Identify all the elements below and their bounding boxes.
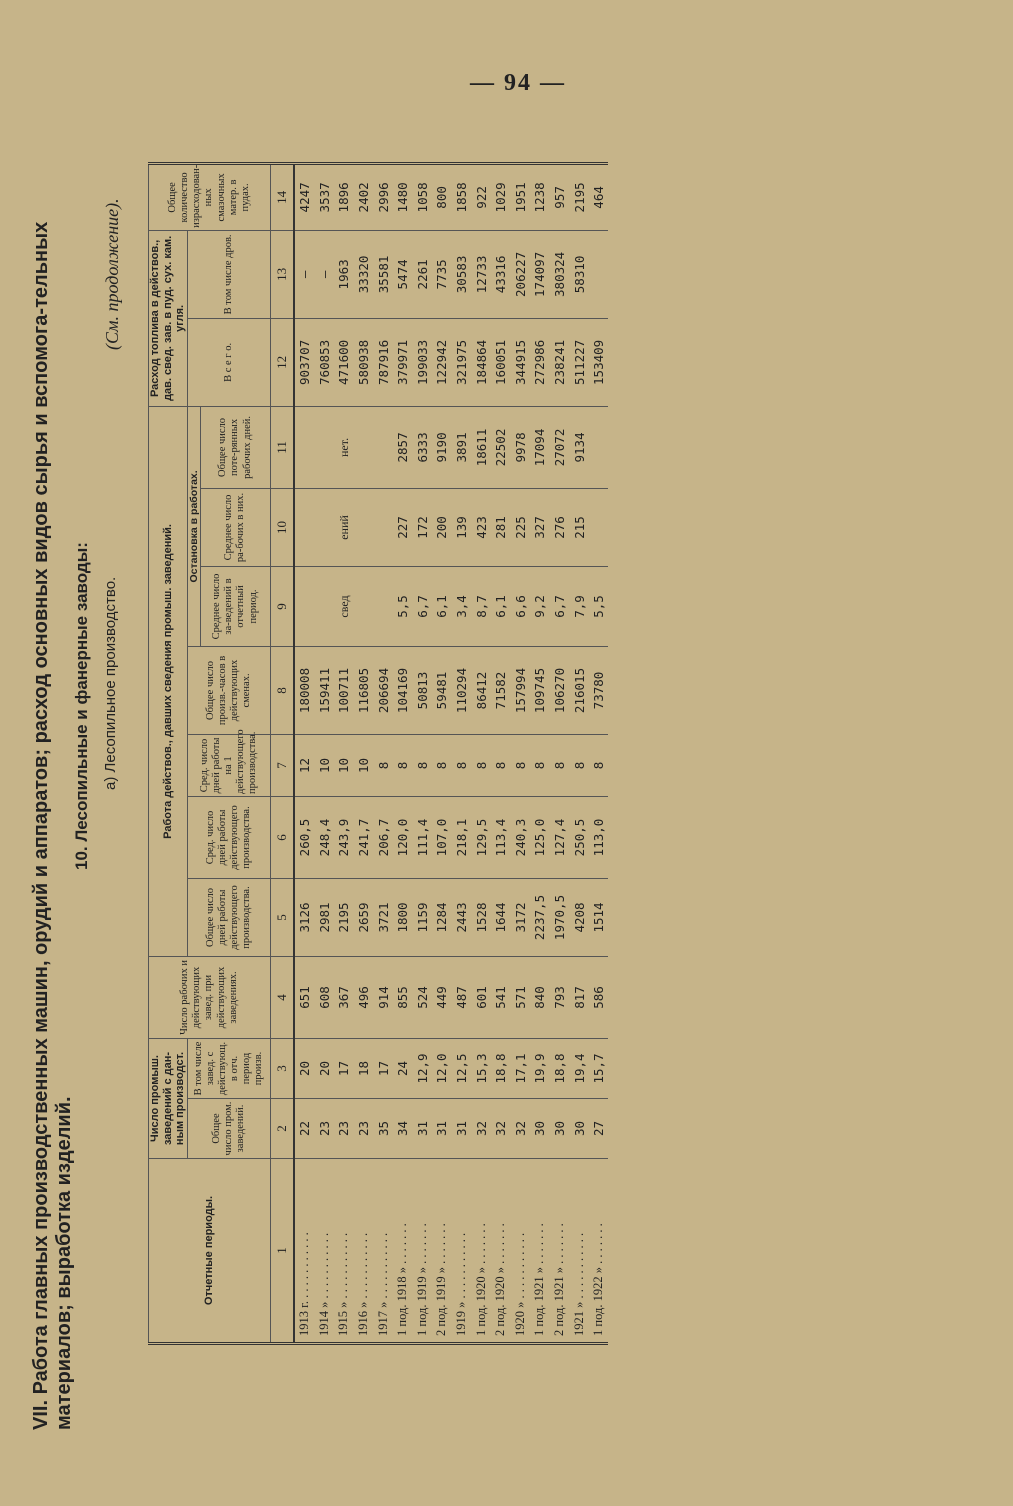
cell-period: 1919 » . . . . . . . . . . .: [452, 1159, 472, 1344]
cell-c3: 12,9: [413, 1038, 433, 1098]
cell-c4: 449: [432, 956, 452, 1038]
cell-c12: 238241: [550, 318, 570, 406]
cell-c3: 15,7: [589, 1038, 609, 1098]
cell-c14: 1029: [491, 163, 511, 230]
cell-c5: 1528: [471, 878, 491, 956]
statistics-table: [148, 162, 608, 1345]
cell-c8: 206694: [373, 646, 393, 734]
cell-c2: 22: [294, 1099, 315, 1159]
column-number: 4: [270, 956, 294, 1038]
cell-c12: 272986: [530, 318, 550, 406]
column-number: 10: [270, 488, 294, 566]
cell-c2: 32: [511, 1099, 531, 1159]
header-c2: Общее число пром. заведений.: [187, 1099, 270, 1159]
cell-c11: [315, 406, 335, 488]
cell-c11: [294, 406, 315, 488]
cell-c7: 10: [334, 734, 354, 796]
cell-c4: 651: [294, 956, 315, 1038]
cell-c14: 957: [550, 163, 570, 230]
header-fuel-group: Расход топлива в действов., дав. свед. зав. в пуд. сух. кам. угля.: [149, 230, 188, 406]
cell-c3: 17,1: [511, 1038, 531, 1098]
cell-c6: 113,0: [589, 796, 609, 878]
header-period: Отчетные периоды.: [149, 1159, 271, 1344]
column-number: 9: [270, 566, 294, 646]
cell-c2: 32: [491, 1099, 511, 1159]
cell-c12: 471600: [334, 318, 354, 406]
cell-c5: 1644: [491, 878, 511, 956]
cell-c14: 1238: [530, 163, 550, 230]
cell-c7: 8: [471, 734, 491, 796]
cell-c10: [294, 488, 315, 566]
cell-period: 2 под. 1919 » . . . . . . .: [432, 1159, 452, 1344]
cell-c4: 601: [471, 956, 491, 1038]
cell-c14: 2402: [354, 163, 374, 230]
cell-c2: 27: [589, 1099, 609, 1159]
table-row: [511, 163, 531, 1343]
cell-c10: 327: [530, 488, 550, 566]
cell-c11: 9134: [569, 406, 589, 488]
cell-c5: 2237,5: [530, 878, 550, 956]
table-row: [491, 163, 511, 1343]
cell-period: 1920 » . . . . . . . . . . .: [511, 1159, 531, 1344]
header-enterprises-group: Число промыш. заведений с дан-ным производст.: [149, 1038, 188, 1158]
cell-c13: 2261: [413, 230, 433, 318]
cell-c4: 855: [393, 956, 413, 1038]
cell-c11: 2857: [393, 406, 413, 488]
cell-c5: 2659: [354, 878, 374, 956]
cell-period: 2 под. 1921 » . . . . . . .: [550, 1159, 570, 1344]
cell-c5: 1284: [432, 878, 452, 956]
cell-c11: 9978: [511, 406, 531, 488]
cell-c13: 33320: [354, 230, 374, 318]
table-row: [315, 163, 335, 1343]
cell-c5: 3721: [373, 878, 393, 956]
cell-c10: 276: [550, 488, 570, 566]
cell-c3: 15,3: [471, 1038, 491, 1098]
cell-c14: 1858: [452, 163, 472, 230]
cell-c9: [354, 566, 374, 646]
cell-c10: [589, 488, 609, 566]
cell-period: 2 под. 1920 » . . . . . . .: [491, 1159, 511, 1344]
table-row: [334, 163, 354, 1343]
header-c5: Общее число дней работы действующего производства.: [187, 878, 270, 956]
cell-c3: 17: [373, 1038, 393, 1098]
cell-c5: 2195: [334, 878, 354, 956]
cell-c9: 5,5: [589, 566, 609, 646]
column-number: 8: [270, 646, 294, 734]
cell-c6: 111,4: [413, 796, 433, 878]
cell-c2: 30: [530, 1099, 550, 1159]
cell-c6: 260,5: [294, 796, 315, 878]
cell-period: 1915 » . . . . . . . . . . .: [334, 1159, 354, 1344]
cell-c6: 129,5: [471, 796, 491, 878]
cell-c5: 2443: [452, 878, 472, 956]
cell-c12: 580938: [354, 318, 374, 406]
cell-c11: 9190: [432, 406, 452, 488]
header-c8: Общее число произв.-часов в действующих сменах.: [187, 646, 270, 734]
cell-c8: 100711: [334, 646, 354, 734]
table-row: [471, 163, 491, 1343]
cell-period: 1 под. 1918 » . . . . . . .: [393, 1159, 413, 1344]
column-number: 2: [270, 1099, 294, 1159]
cell-period: 1913 г. . . . . . . . . . . .: [294, 1159, 315, 1344]
header-c3: В том числе завед. с действующ. в отч. период произв.: [187, 1038, 270, 1098]
cell-c8: 109745: [530, 646, 550, 734]
cell-c4: 608: [315, 956, 335, 1038]
cell-c3: 20: [315, 1038, 335, 1098]
cell-c6: 241,7: [354, 796, 374, 878]
cell-c6: 240,3: [511, 796, 531, 878]
cell-c14: 2195: [569, 163, 589, 230]
cell-c10: 215: [569, 488, 589, 566]
column-number: 11: [270, 406, 294, 488]
table-row: [432, 163, 452, 1343]
cell-c4: 571: [511, 956, 531, 1038]
header-c10: Среднее число ра-бочих в них.: [200, 488, 270, 566]
cell-c8: 180008: [294, 646, 315, 734]
cell-c7: 10: [315, 734, 335, 796]
cell-c6: 206,7: [373, 796, 393, 878]
cell-c6: 218,1: [452, 796, 472, 878]
table-row: [530, 163, 550, 1343]
header-stops-group: Остановка в работах.: [187, 406, 200, 646]
no-data-note: свед: [336, 595, 351, 618]
cell-c6: 107,0: [432, 796, 452, 878]
cell-c14: 1896: [334, 163, 354, 230]
cell-period: 1 под. 1919 » . . . . . . .: [413, 1159, 433, 1344]
cell-c12: 344915: [511, 318, 531, 406]
page-number: — 94 —: [470, 70, 566, 96]
cell-c6: 243,9: [334, 796, 354, 878]
subsection-title: 10. Лесопильные и фанерные заводы:: [72, 542, 91, 870]
cell-c12: 321975: [452, 318, 472, 406]
cell-c10: 139: [452, 488, 472, 566]
cell-c13: 174097: [530, 230, 550, 318]
rotated-page-content: [30, 110, 950, 1430]
cell-c8: 157994: [511, 646, 531, 734]
column-number: 7: [270, 734, 294, 796]
cell-c4: 496: [354, 956, 374, 1038]
cell-c11: 22502: [491, 406, 511, 488]
cell-c2: 32: [471, 1099, 491, 1159]
cell-c5: 1514: [589, 878, 609, 956]
cell-c12: 153409: [589, 318, 609, 406]
cell-c2: 23: [315, 1099, 335, 1159]
cell-c3: 18: [354, 1038, 374, 1098]
cell-c8: 104169: [393, 646, 413, 734]
cell-c4: 524: [413, 956, 433, 1038]
cell-c8: 159411: [315, 646, 335, 734]
cell-c5: 2981: [315, 878, 335, 956]
column-number: 13: [270, 230, 294, 318]
cell-c5: 1970,5: [550, 878, 570, 956]
cell-c3: 12,0: [432, 1038, 452, 1098]
cell-c13: —: [315, 230, 335, 318]
cell-c7: 8: [373, 734, 393, 796]
cell-period: 1916 » . . . . . . . . . . .: [354, 1159, 374, 1344]
cell-c14: 1951: [511, 163, 531, 230]
cell-c10: [334, 488, 354, 566]
cell-c12: 199033: [413, 318, 433, 406]
table-row: [354, 163, 374, 1343]
cell-c11: [354, 406, 374, 488]
cell-c14: 922: [471, 163, 491, 230]
cell-c4: 541: [491, 956, 511, 1038]
column-number: 5: [270, 878, 294, 956]
cell-c12: 184864: [471, 318, 491, 406]
cell-c2: 31: [432, 1099, 452, 1159]
cell-c7: 8: [413, 734, 433, 796]
header-c4: Число рабочих и действующих завед. при действующих заведениях.: [149, 956, 271, 1038]
cell-c11: 6333: [413, 406, 433, 488]
table-row: [589, 163, 609, 1343]
cell-c13: 58310: [569, 230, 589, 318]
cell-c5: 3126: [294, 878, 315, 956]
cell-period: 1917 » . . . . . . . . . . .: [373, 1159, 393, 1344]
cell-c6: 248,4: [315, 796, 335, 878]
cell-c2: 31: [413, 1099, 433, 1159]
column-number: 6: [270, 796, 294, 878]
cell-c7: 10: [354, 734, 374, 796]
cell-c9: [294, 566, 315, 646]
cell-c8: 110294: [452, 646, 472, 734]
cell-c6: 125,0: [530, 796, 550, 878]
cell-c10: 172: [413, 488, 433, 566]
cell-c3: 18,8: [550, 1038, 570, 1098]
cell-c9: 6,7: [413, 566, 433, 646]
cell-c6: 127,4: [550, 796, 570, 878]
column-number: 1: [270, 1159, 294, 1344]
cell-c13: [589, 230, 609, 318]
header-c14: Общее количество израсходован-ных смазочных матер. в пудах.: [149, 163, 271, 230]
header-c9: Среднее число за-ведений в отчетный период.: [200, 566, 270, 646]
table-row: [550, 163, 570, 1343]
column-number-row: [270, 163, 294, 1343]
cell-c8: 216015: [569, 646, 589, 734]
cell-c7: 8: [452, 734, 472, 796]
cell-c9: 6,1: [491, 566, 511, 646]
cell-c4: 817: [569, 956, 589, 1038]
table-row: [452, 163, 472, 1343]
production-label: а) Лесопильное производство.: [102, 576, 119, 790]
cell-c8: 86412: [471, 646, 491, 734]
cell-c13: 7735: [432, 230, 452, 318]
cell-c7: 8: [491, 734, 511, 796]
cell-c9: 6,6: [511, 566, 531, 646]
cell-c6: 120,0: [393, 796, 413, 878]
cell-c12: 903707: [294, 318, 315, 406]
cell-c3: 24: [393, 1038, 413, 1098]
continuation-note: (См. продолжение).: [102, 198, 122, 350]
cell-c12: 511227: [569, 318, 589, 406]
table-row: [393, 163, 413, 1343]
cell-c10: 281: [491, 488, 511, 566]
cell-c13: —: [294, 230, 315, 318]
cell-period: 1 под. 1921 » . . . . . . .: [530, 1159, 550, 1344]
cell-c4: 793: [550, 956, 570, 1038]
table-row: [373, 163, 393, 1343]
cell-c9: 6,7: [550, 566, 570, 646]
cell-c11: 18611: [471, 406, 491, 488]
cell-c14: 4247: [294, 163, 315, 230]
cell-c2: 35: [373, 1099, 393, 1159]
cell-c8: 59481: [432, 646, 452, 734]
cell-c8: 106270: [550, 646, 570, 734]
cell-c5: 3172: [511, 878, 531, 956]
cell-c9: [373, 566, 393, 646]
cell-c3: 19,9: [530, 1038, 550, 1098]
cell-c10: 225: [511, 488, 531, 566]
table-body: [294, 163, 609, 1343]
cell-c3: 18,8: [491, 1038, 511, 1098]
cell-c12: 787916: [373, 318, 393, 406]
no-data-note: нет.: [336, 437, 351, 457]
cell-c8: 71582: [491, 646, 511, 734]
header-c7: Сред. число дней работы на 1 действующего производства.: [187, 734, 270, 796]
cell-c13: 43316: [491, 230, 511, 318]
cell-c12: 160051: [491, 318, 511, 406]
column-number: 12: [270, 318, 294, 406]
cell-c4: 487: [452, 956, 472, 1038]
cell-c8: 50813: [413, 646, 433, 734]
cell-c4: 914: [373, 956, 393, 1038]
cell-c14: 3537: [315, 163, 335, 230]
cell-c14: 800: [432, 163, 452, 230]
cell-c4: 367: [334, 956, 354, 1038]
cell-c5: 1159: [413, 878, 433, 956]
cell-c13: 5474: [393, 230, 413, 318]
header-c6: Сред. число дней работы действующего производства.: [187, 796, 270, 878]
cell-c11: [589, 406, 609, 488]
cell-c13: 1963: [334, 230, 354, 318]
cell-c5: 4208: [569, 878, 589, 956]
cell-c13: 380324: [550, 230, 570, 318]
cell-c10: 200: [432, 488, 452, 566]
cell-period: 1 под. 1922 » . . . . . . .: [589, 1159, 609, 1344]
cell-c14: 2996: [373, 163, 393, 230]
column-number: 14: [270, 163, 294, 230]
cell-c3: 19,4: [569, 1038, 589, 1098]
cell-c3: 20: [294, 1038, 315, 1098]
cell-c14: 1480: [393, 163, 413, 230]
cell-period: 1 под. 1920 » . . . . . . .: [471, 1159, 491, 1344]
cell-c5: 1800: [393, 878, 413, 956]
cell-c2: 31: [452, 1099, 472, 1159]
cell-c13: 35581: [373, 230, 393, 318]
cell-c4: 840: [530, 956, 550, 1038]
cell-c9: [315, 566, 335, 646]
cell-c9: 9,2: [530, 566, 550, 646]
cell-c7: 8: [550, 734, 570, 796]
cell-c10: 423: [471, 488, 491, 566]
header-c13: В том числе дров.: [187, 230, 270, 318]
cell-c11: [334, 406, 354, 488]
cell-c13: 206227: [511, 230, 531, 318]
cell-c7: 8: [432, 734, 452, 796]
cell-c10: [354, 488, 374, 566]
cell-c11: [373, 406, 393, 488]
cell-c7: 8: [589, 734, 609, 796]
cell-c12: 379971: [393, 318, 413, 406]
no-data-note: ений: [336, 515, 351, 540]
cell-c9: 8,7: [471, 566, 491, 646]
header-c12: В с е г о.: [187, 318, 270, 406]
cell-c3: 12,5: [452, 1038, 472, 1098]
cell-period: 1914 » . . . . . . . . . . .: [315, 1159, 335, 1344]
cell-c4: 586: [589, 956, 609, 1038]
cell-c7: 8: [530, 734, 550, 796]
cell-c9: 3,4: [452, 566, 472, 646]
cell-period: 1921 » . . . . . . . . . . .: [569, 1159, 589, 1344]
cell-c13: 12733: [471, 230, 491, 318]
cell-c9: 5,5: [393, 566, 413, 646]
cell-c2: 23: [334, 1099, 354, 1159]
cell-c12: 122942: [432, 318, 452, 406]
section-title: VII. Работа главных производственных машин, орудий и аппаратов; расход основных видов сырья и вспомога-тельных материалов; выработка изделий.: [30, 221, 75, 1430]
header-c11: Общее число поте-рянных рабочих дней.: [200, 406, 270, 488]
table-row: [569, 163, 589, 1343]
cell-c2: 30: [550, 1099, 570, 1159]
table-row: [413, 163, 433, 1343]
column-number: 3: [270, 1038, 294, 1098]
cell-c10: 227: [393, 488, 413, 566]
cell-c11: 27072: [550, 406, 570, 488]
cell-c7: 12: [294, 734, 315, 796]
cell-c2: 30: [569, 1099, 589, 1159]
cell-c2: 34: [393, 1099, 413, 1159]
cell-c7: 8: [393, 734, 413, 796]
cell-c3: 17: [334, 1038, 354, 1098]
cell-c11: 3891: [452, 406, 472, 488]
cell-c12: 760853: [315, 318, 335, 406]
cell-c8: 116805: [354, 646, 374, 734]
cell-c9: [334, 566, 354, 646]
cell-c2: 23: [354, 1099, 374, 1159]
cell-c10: [315, 488, 335, 566]
cell-c14: 464: [589, 163, 609, 230]
header-work-group: Работа действов., давших сведения промыш. заведений.: [149, 406, 188, 956]
cell-c10: [373, 488, 393, 566]
cell-c6: 113,4: [491, 796, 511, 878]
cell-c9: 6,1: [432, 566, 452, 646]
cell-c7: 8: [511, 734, 531, 796]
cell-c9: 7,9: [569, 566, 589, 646]
cell-c8: 73780: [589, 646, 609, 734]
cell-c7: 8: [569, 734, 589, 796]
cell-c13: 30583: [452, 230, 472, 318]
table-row: [294, 163, 315, 1343]
cell-c14: 1058: [413, 163, 433, 230]
cell-c6: 250,5: [569, 796, 589, 878]
cell-c11: 17094: [530, 406, 550, 488]
